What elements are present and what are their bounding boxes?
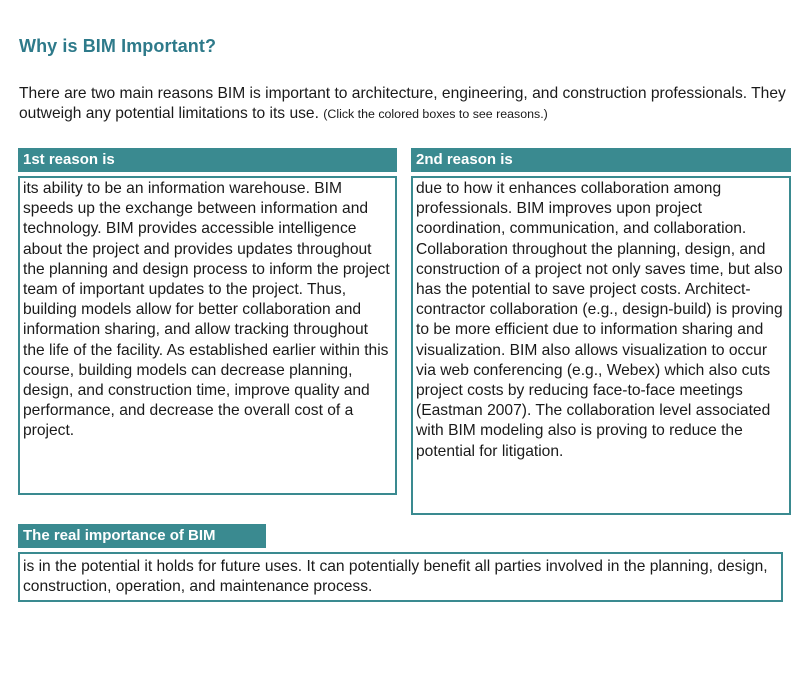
real-importance-box <box>18 524 783 604</box>
reason-box-2 <box>411 148 791 516</box>
page-title: Why is BIM Important? <box>19 36 217 56</box>
real-importance-body: is in the potential it holds for future uses. It can potentially benefit all parties involved in the planning, design, construction, operation, and maintenance process. <box>18 552 783 602</box>
reason-2-body: due to how it enhances collaboration among professionals. BIM improves upon project coordination, communication, and collaboration. Collaboration throughout the planning, design, and construction of a project not only saves time, but also has the potential to save project costs. Architect- contractor collaboration (e.g., design-build) is proving to be more efficient due to information sharing and visualization. BIM also allows visualization to occur via web conferencing (e.g., Webex) which also cuts project costs by reducing face-to-face meetings (Eastman 2007). The collaboration level associated with BIM modeling also is proving to reduce the potential for litigation. <box>411 176 791 515</box>
intro-note: (Click the colored boxes to see reasons.) <box>323 107 548 121</box>
reason-1-body: its ability to be an information warehouse. BIM speeds up the exchange between information and technology. BIM provides accessible intelligence about the project and provides updates throughout the planning and design process to inform the project team of important updates to the project. Thus, building models allow for better collaboration and information sharing, and allow tracking throughout the life of the facility. As established earlier within this course, building models can decrease planning, design, and construction time, improve quality and performance, and decrease the overall cost of a project. <box>18 176 397 495</box>
intro-paragraph <box>19 84 794 124</box>
reason-1-header-button[interactable]: 1st reason is <box>18 148 397 172</box>
reason-2-header-button[interactable]: 2nd reason is <box>411 148 791 172</box>
real-importance-header-button[interactable]: The real importance of BIM <box>18 524 266 548</box>
intro-text: There are two main reasons BIM is important to architecture, engineering, and construction professionals. They outweigh any potential limitations to its use. <box>19 85 786 122</box>
reason-box-1 <box>18 148 397 496</box>
